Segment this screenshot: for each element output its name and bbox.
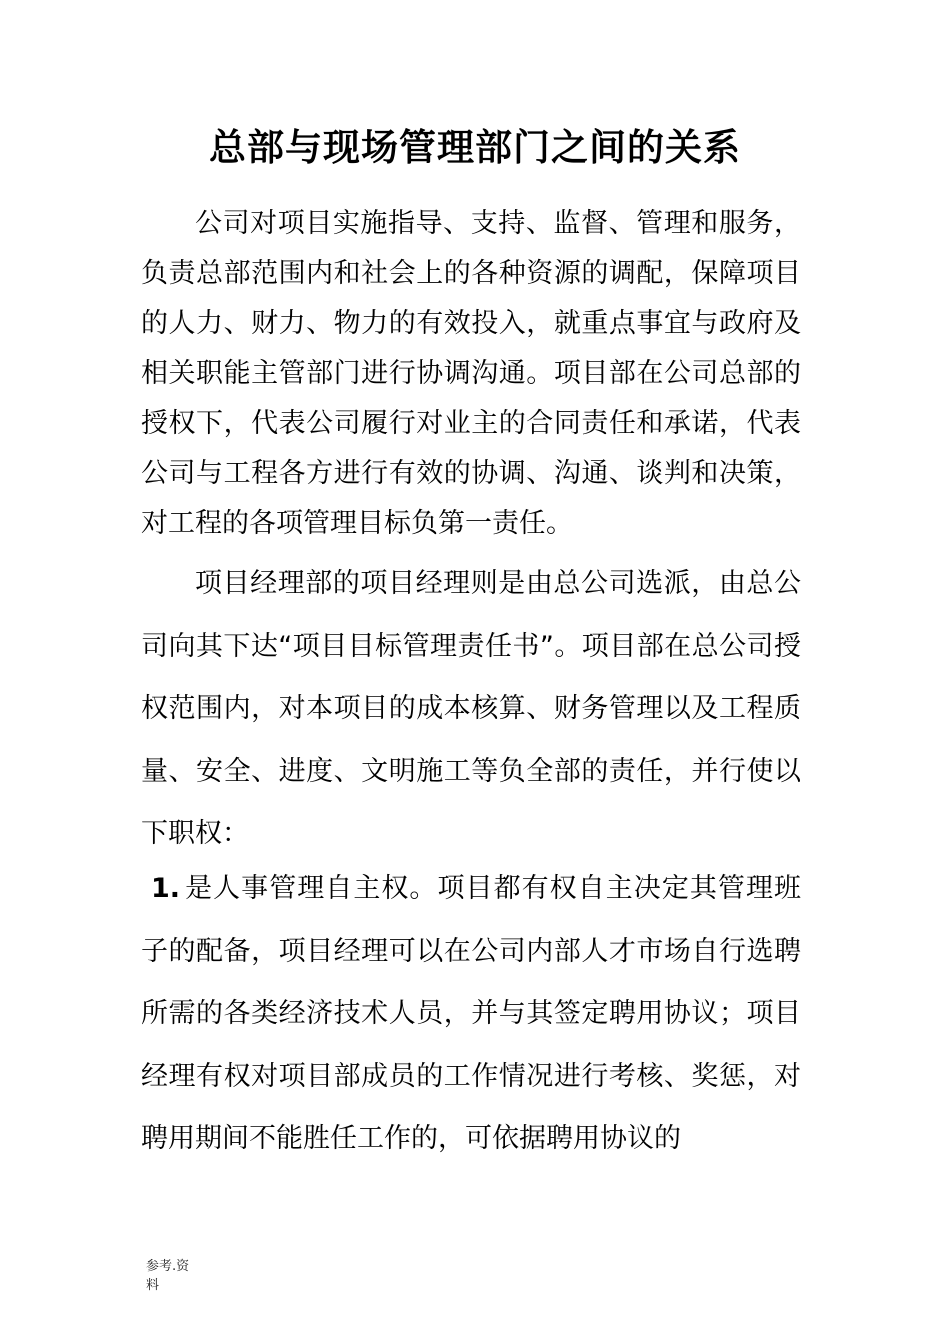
document-title: 总部与现场管理部门之间的关系: [209, 126, 741, 169]
footer-line-1: 参考.资: [146, 1259, 190, 1274]
list-item-personnel-authority: [141, 858, 801, 1171]
paragraph-project-manager: 项目经理部的项目经理则是由总公司选派，由总公司向其下达“项目目标管理责任书”。项目部在总公司授权范围内，对本项目的成本核算、财务管理以及工程质量、安全、进度、文明施工等负全部的责任，并行使以下职权：: [141, 568, 801, 849]
list-item-text: 是人事管理自主权。项目都有权自主决定其管理班子的配备，项目经理可以在公司内部人才市场自行选聘所需的各类经济技术人员，并与其签定聘用协议；项目经理有权对项目部成员的工作情况进行考核、奖惩，对聘用期间不能胜任工作的，可依据聘用协议的: [141, 873, 801, 1154]
page-footer: [146, 1257, 206, 1295]
paragraph-company-role: 公司对项目实施指导、支持、监督、管理和服务，负责总部范围内和社会上的各种资源的调配，保障项目的人力、财力、物力的有效投入，就重点事宜与政府及相关职能主管部门进行协调沟通。项目部在公司总部的授权下，代表公司履行对业主的合同责任和承诺，代表公司与工程各方进行有效的协调、沟通、谈判和决策，对工程的各项管理目标负第一责任。: [141, 208, 801, 539]
footer-line-2: 料: [146, 1278, 160, 1293]
list-item-number: 1.: [151, 873, 181, 904]
